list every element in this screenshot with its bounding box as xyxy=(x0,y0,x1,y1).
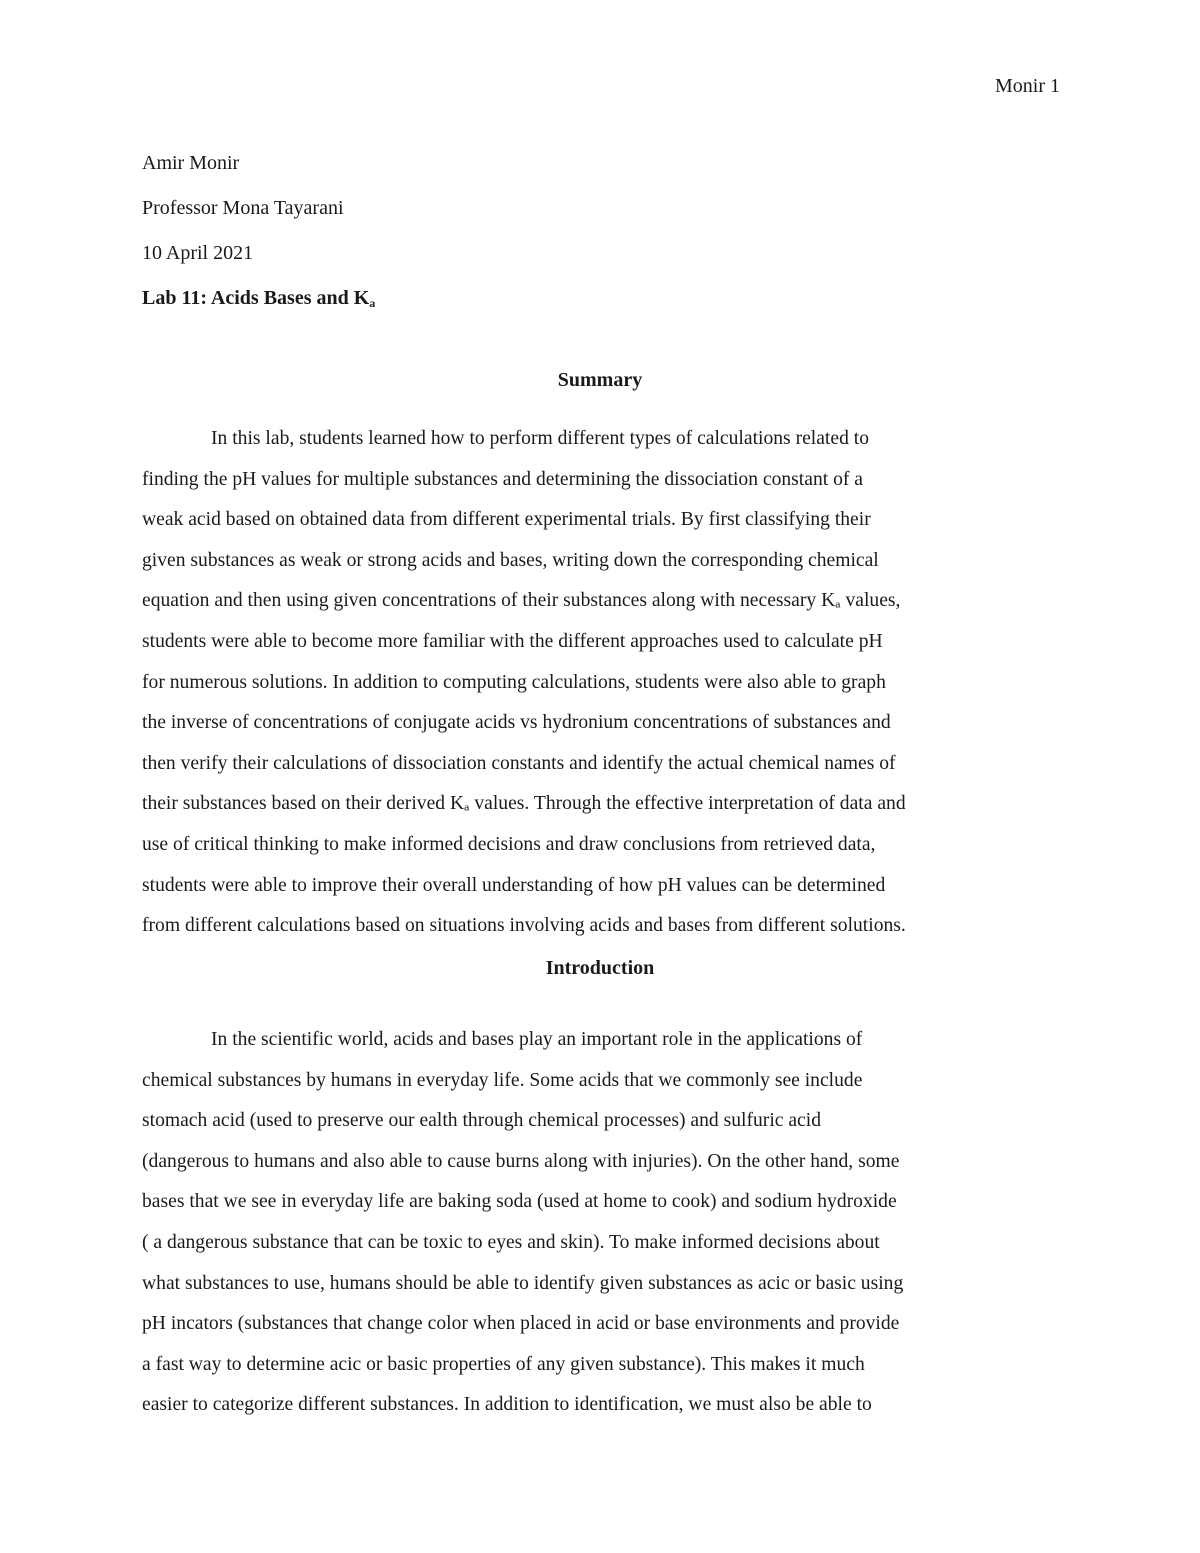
student-name: Amir Monir xyxy=(142,152,240,174)
summary-line: given substances as weak or strong acids and bases, writing down the corresponding chemical xyxy=(142,549,879,571)
summary-title: Summary xyxy=(557,369,643,391)
summary-line: students were able to become more familiar with the different approaches used to calculate pH xyxy=(142,630,883,652)
introduction-section xyxy=(142,954,1058,1426)
lab-title-subscript: a xyxy=(369,296,376,310)
summary-line: students were able to improve their overall understanding of how pH values can be determined xyxy=(142,874,886,896)
summary-line: the inverse of concentrations of conjugate acids vs hydronium concentrations of substances and xyxy=(142,712,891,734)
introduction-line: (dangerous to humans and also able to cause burns along with injuries). On the other hand, some xyxy=(142,1150,900,1172)
professor-name: Professor Mona Tayarani xyxy=(142,197,344,219)
introduction-line: a fast way to determine acic or basic properties of any given substance). This makes it much xyxy=(142,1353,865,1375)
summary-section xyxy=(142,366,1058,947)
summary-line: In this lab, students learned how to perform different types of calculations related to xyxy=(211,428,870,449)
summary-line: their substances based on their derived Kₐ values. Through the effective interpretation of data and xyxy=(142,793,906,815)
introduction-line: ( a dangerous substance that can be toxic to eyes and skin). To make informed decisions about xyxy=(142,1231,880,1253)
introduction-title: Introduction xyxy=(545,957,655,979)
summary-line: weak acid based on obtained data from different experimental trials. By first classifying their xyxy=(142,509,871,531)
introduction-line: what substances to use, humans should be able to identify given substances as acic or basic using xyxy=(142,1272,904,1294)
introduction-line: easier to categorize different substances. In addition to identification, we must also be able to xyxy=(142,1394,872,1416)
introduction-line: pH incators (substances that change color when placed in acid or base environments and provide xyxy=(142,1313,900,1335)
summary-line: use of critical thinking to make informed decisions and draw conclusions from retrieved data, xyxy=(142,833,876,855)
lab-title xyxy=(142,276,1058,321)
document-heading xyxy=(142,141,1058,321)
summary-line: equation and then using given concentrations of their substances along with necessary Kₐ values, xyxy=(142,590,901,612)
summary-paragraph xyxy=(142,419,1058,947)
summary-line: from different calculations based on situations involving acids and bases from different solutions. xyxy=(142,915,906,937)
introduction-line: chemical substances by humans in everyday life. Some acids that we commonly see include xyxy=(142,1069,863,1091)
summary-line: then verify their calculations of dissociation constants and identify the actual chemical names of xyxy=(142,752,896,774)
summary-line: finding the pH values for multiple substances and determining the dissociation constant of a xyxy=(142,468,863,490)
running-head: Monir 1 xyxy=(995,75,1060,97)
introduction-paragraph xyxy=(142,1020,1058,1426)
introduction-line: bases that we see in everyday life are baking soda (used at home to cook) and sodium hydroxide xyxy=(142,1191,897,1213)
introduction-line: In the scientific world, acids and bases play an important role in the applications of xyxy=(211,1029,863,1050)
lab-title-text: Lab 11: Acids Bases and K xyxy=(142,287,370,309)
summary-line: for numerous solutions. In addition to computing calculations, students were also able to graph xyxy=(142,671,886,693)
introduction-line: stomach acid (used to preserve our ealth through chemical processes) and sulfuric acid xyxy=(142,1110,821,1132)
document-date: 10 April 2021 xyxy=(142,242,254,264)
